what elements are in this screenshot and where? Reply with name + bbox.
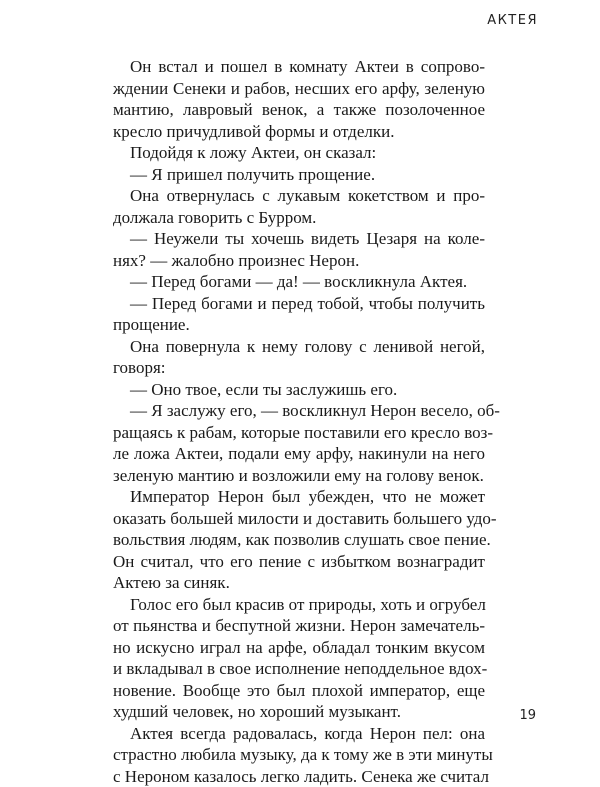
- text-line: оказать большей милости и доставить большего удо-: [113, 508, 485, 530]
- text-line: прощение.: [113, 314, 485, 336]
- text-line: нях? — жалобно произнес Нерон.: [113, 250, 485, 272]
- text-line: говоря:: [113, 357, 485, 379]
- text-line: с Нероном казалось легко ладить. Сенека же считал: [113, 766, 485, 787]
- text-line: но искусно играл на арфе, обладал тонким вкусом: [113, 637, 485, 659]
- text-line: — Перед богами — да! — воскликнула Актея.: [113, 271, 485, 293]
- running-header: АКТЕЯ: [487, 13, 538, 28]
- text-line: худший человек, но хороший музыкант.: [113, 701, 485, 723]
- text-line: должала говорить с Бурром.: [113, 207, 485, 229]
- text-line: и вкладывал в свое исполнение неподдельное вдох-: [113, 658, 485, 680]
- text-line: Она повернула к нему голову с ленивой негой,: [113, 336, 485, 358]
- body-text: [113, 56, 485, 787]
- text-line: — Я заслужу его, — воскликнул Нерон весело, об-: [113, 400, 485, 422]
- text-line: мантию, лавровый венок, а также позолоченное: [113, 99, 485, 121]
- text-line: — Оно твое, если ты заслужишь его.: [113, 379, 485, 401]
- text-line: ле ложа Актеи, подали ему арфу, накинули на него: [113, 443, 485, 465]
- text-line: вольствия людям, как позволив слушать свое пение.: [113, 529, 485, 551]
- text-line: новение. Вообще это был плохой император, еще: [113, 680, 485, 702]
- text-line: Актею за синяк.: [113, 572, 485, 594]
- text-line: Подойдя к ложу Актеи, он сказал:: [113, 142, 485, 164]
- text-line: ращаясь к рабам, которые поставили его кресло воз-: [113, 422, 485, 444]
- text-line: от пьянства и беспутной жизни. Нерон замечатель-: [113, 615, 485, 637]
- text-line: зеленую мантию и возложили ему на голову венок.: [113, 465, 485, 487]
- page-number: 19: [519, 708, 536, 723]
- text-line: Голос его был красив от природы, хоть и огрубел: [113, 594, 485, 616]
- text-line: Она отвернулась с лукавым кокетством и про-: [113, 185, 485, 207]
- text-line: ждении Сенеки и рабов, несших его арфу, зеленую: [113, 78, 485, 100]
- text-line: Император Нерон был убежден, что не может: [113, 486, 485, 508]
- text-line: — Неужели ты хочешь видеть Цезаря на коле-: [113, 228, 485, 250]
- text-line: кресло причудливой формы и отделки.: [113, 121, 485, 143]
- text-line: страстно любила музыку, да к тому же в эти минуты: [113, 744, 485, 766]
- text-line: Он считал, что его пение с избытком вознаградит: [113, 551, 485, 573]
- text-line: Актея всегда радовалась, когда Нерон пел: она: [113, 723, 485, 745]
- text-line: — Перед богами и перед тобой, чтобы получить: [113, 293, 485, 315]
- text-line: — Я пришел получить прощение.: [113, 164, 485, 186]
- text-line: Он встал и пошел в комнату Актеи в сопрово-: [113, 56, 485, 78]
